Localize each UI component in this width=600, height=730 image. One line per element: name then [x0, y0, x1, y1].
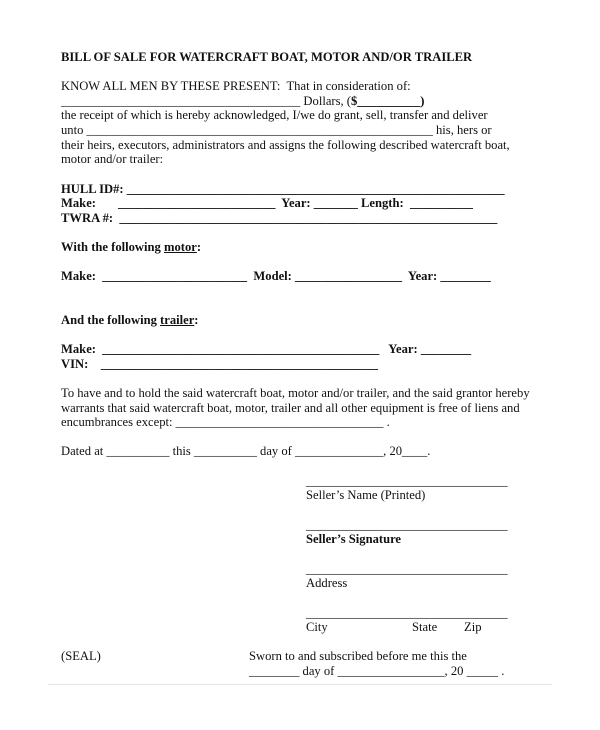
intro-line-6: motor and/or trailer: — [61, 152, 164, 166]
state-label: State — [412, 620, 438, 634]
sworn-line-2: ________ day of _________________, 20 _____ . — [249, 664, 505, 678]
trailer-make-field: Make: ____________________________________________ Year: ________ — [61, 342, 472, 356]
sworn-line-1: Sworn to and subscribed before me this the — [249, 649, 467, 663]
motor-heading: With the following motor: — [61, 240, 202, 254]
twra-field: TWRA #: ____________________________________________________________ — [61, 211, 498, 225]
seller-signature-label: Seller’s Signature — [306, 532, 402, 546]
dated-line: Dated at __________ this __________ day of ______________, 20____. — [61, 444, 431, 458]
trailer-heading: And the following trailer: — [61, 313, 199, 327]
address-label: Address — [306, 576, 348, 590]
dollars-line — [61, 94, 424, 109]
intro-line-5: their heirs, executors, administrators and assigns the following described watercraft boat, — [61, 138, 510, 152]
seller-signature-blank: ________________________________ — [306, 518, 508, 532]
document-title: BILL OF SALE FOR WATERCRAFT BOAT, MOTOR AND/OR TRAILER — [61, 50, 473, 64]
dollar-amount-blank: $__________) — [351, 94, 425, 108]
hold-line-3: encumbrances except: _________________________________ . — [61, 415, 390, 429]
hold-line-2: warrants that said watercraft boat, motor, trailer and all other equipment is free of liens and — [61, 401, 520, 415]
city-label: City — [306, 620, 328, 634]
seller-name-label: Seller’s Name (Printed) — [306, 488, 426, 502]
zip-label: Zip — [464, 620, 482, 634]
intro-line-1: KNOW ALL MEN BY THESE PRESENT: That in consideration of: — [61, 79, 411, 93]
boat-make-field: Make: _________________________ Year: _______ Length: __________ — [61, 196, 473, 210]
dollars-blank: ______________________________________ Dollars, ( — [61, 94, 351, 108]
address-blank: ________________________________ — [306, 562, 508, 576]
intro-line-3: the receipt of which is hereby acknowledged, I/we do grant, sell, transfer and deliver — [61, 108, 488, 122]
city-state-zip-blank: ________________________________ — [306, 606, 508, 620]
motor-fields: Make: _______________________ Model: _________________ Year: ________ — [61, 269, 491, 283]
hull-id-field: HULL ID#: ____________________________________________________________ — [61, 182, 505, 196]
page-divider — [48, 684, 552, 685]
seal-label: (SEAL) — [61, 649, 101, 663]
seller-name-blank: ________________________________ — [306, 474, 508, 488]
hold-line-1: To have and to hold the said watercraft boat, motor and/or trailer, and the said grantor hereby — [61, 386, 530, 400]
intro-line-4: unto _______________________________________________________ his, hers or — [61, 123, 492, 137]
trailer-vin-field: VIN: ____________________________________________ — [61, 357, 378, 371]
